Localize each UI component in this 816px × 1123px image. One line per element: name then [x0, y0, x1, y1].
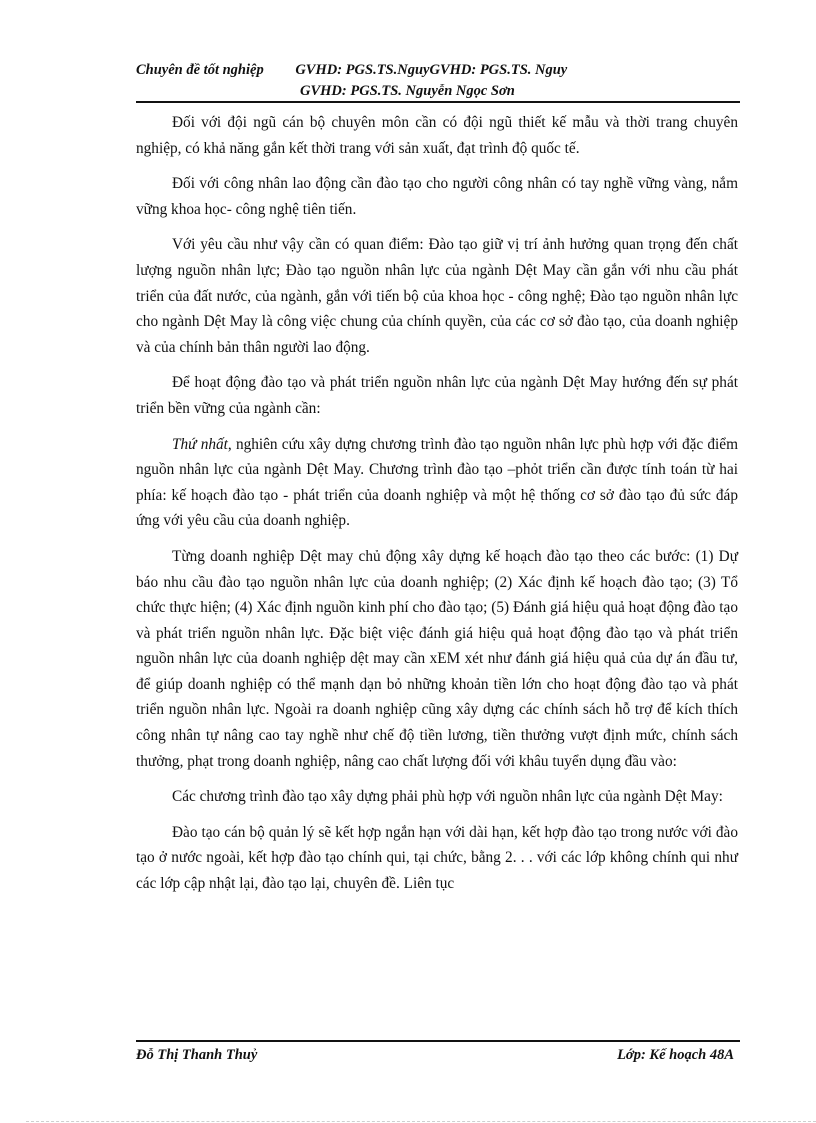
- paragraph: Từng doanh nghiệp Dệt may chủ động xây dựng kế hoạch đào tạo theo các bước: (1) Dự báo nhu cầu đào tạo nguồn nhân lực của doanh nghiệp; (2) Xác định kế hoạch đào tạo; (3) Tổ chức thực hiện; (4) Xác định nguồn kinh phí cho đào tạo; (5) Đánh giá hiệu quả hoạt động đào tạo và phát triển nguồn nhân lực. Đặc biệt việc đánh giá hiệu quả hoạt động đào tạo và phát triển nguồn nhân lực của doanh nghiệp dệt may cần xEM xét như đánh giá hiệu quả của dự án đầu tư, để giúp doanh nghiệp có thể mạnh dạn bỏ những khoản tiền lớn cho hoạt động đào tạo và phát triển nguồn nhân lực. Ngoài ra doanh nghiệp cũng xây dựng các chính sách hỗ trợ để kích thích công nhân tự nâng cao tay nghề như chế độ tiền lương, tiền thưởng vượt định mức, chính sách thưởng, phạt trong doanh nghiệp, nâng cao chất lượng đối với khâu tuyển dụng đầu vào:: [136, 547, 738, 770]
- footer-author: Đỗ Thị Thanh Thuỷ: [136, 1047, 258, 1063]
- paragraph: Các chương trình đào tạo xây dựng phải phù hợp với nguồn nhân lực của ngành Dệt May:: [172, 788, 723, 806]
- page-header: [136, 60, 740, 102]
- paragraph: Để hoạt động đào tạo và phát triển nguồn nhân lực của ngành Dệt May hướng đến sự phát triển bền vững của ngành cần:: [136, 374, 738, 417]
- page-edge-divider: [26, 1121, 816, 1122]
- document-body: [136, 110, 738, 907]
- paragraph: Với yêu cầu như vậy cần có quan điểm: Đào tạo giữ vị trí ảnh hưởng quan trọng đến chất lượng nguồn nhân lực; Đào tạo nguồn nhân lực của ngành Dệt May cần gắn với nhu cầu phát triển của đất nước, của ngành, gắn với tiến bộ của khoa học - công nghệ; Đào tạo nguồn nhân lực cho ngành Dệt May là công việc chung của chính quyền, của các cơ sở đào tạo, của doanh nghiệp và của chính bản thân người lao động.: [136, 236, 738, 356]
- header-line-1: [136, 60, 740, 81]
- header-thesis-title: Chuyên đề tốt nghiệp: [136, 62, 264, 78]
- paragraph: Đối với công nhân lao động cần đào tạo cho người công nhân có tay nghề vững vàng, nắm vững khoa học- công nghệ tiên tiến.: [136, 175, 738, 218]
- first-point-text: , nghiên cứu xây dựng chương trình đào tạo nguồn nhân lực phù hợp với đặc điểm nguồn nhân lực của ngành Dệt May. Chương trình đào tạo –phỏt triển cần được tính toán từ hai phía: kế hoạch đào tạo - phát triển của doanh nghiệp và một hệ thống cơ sở đào tạo đủ sức đáp ứng với yêu cầu của doanh nghiệp.: [136, 435, 738, 530]
- header-advisor-full: GVHD: PGS.TS. Nguyễn Ngọc Sơn: [300, 83, 515, 99]
- first-point-lead: Thứ nhất: [172, 435, 228, 453]
- paragraph-first-point: [136, 432, 738, 534]
- header-advisor-garbled: NguyGVHD: PGS.TS. Nguy: [397, 62, 568, 78]
- paragraph: Đối với đội ngũ cán bộ chuyên môn cần có đội ngũ thiết kế mẫu và thời trang chuyên nghiệp, có khả năng gắn kết thời trang với sản xuất, đạt trình độ quốc tế.: [136, 114, 738, 157]
- header-rule: [136, 101, 740, 103]
- footer-class: Lớp: Kế hoạch 48A: [617, 1047, 734, 1063]
- header-advisor-label: GVHD: PGS.TS.: [295, 62, 398, 78]
- footer-rule: [136, 1040, 740, 1042]
- paragraph: Đào tạo cán bộ quản lý sẽ kết hợp ngắn hạn với dài hạn, kết hợp đào tạo trong nước với đào tạo ở nước ngoài, kết hợp đào tạo chính qui, tại chức, bằng 2. . . với các lớp không chính qui như các lớp cập nhật lại, đào tạo lại, chuyên đề. Liên tục: [136, 823, 738, 893]
